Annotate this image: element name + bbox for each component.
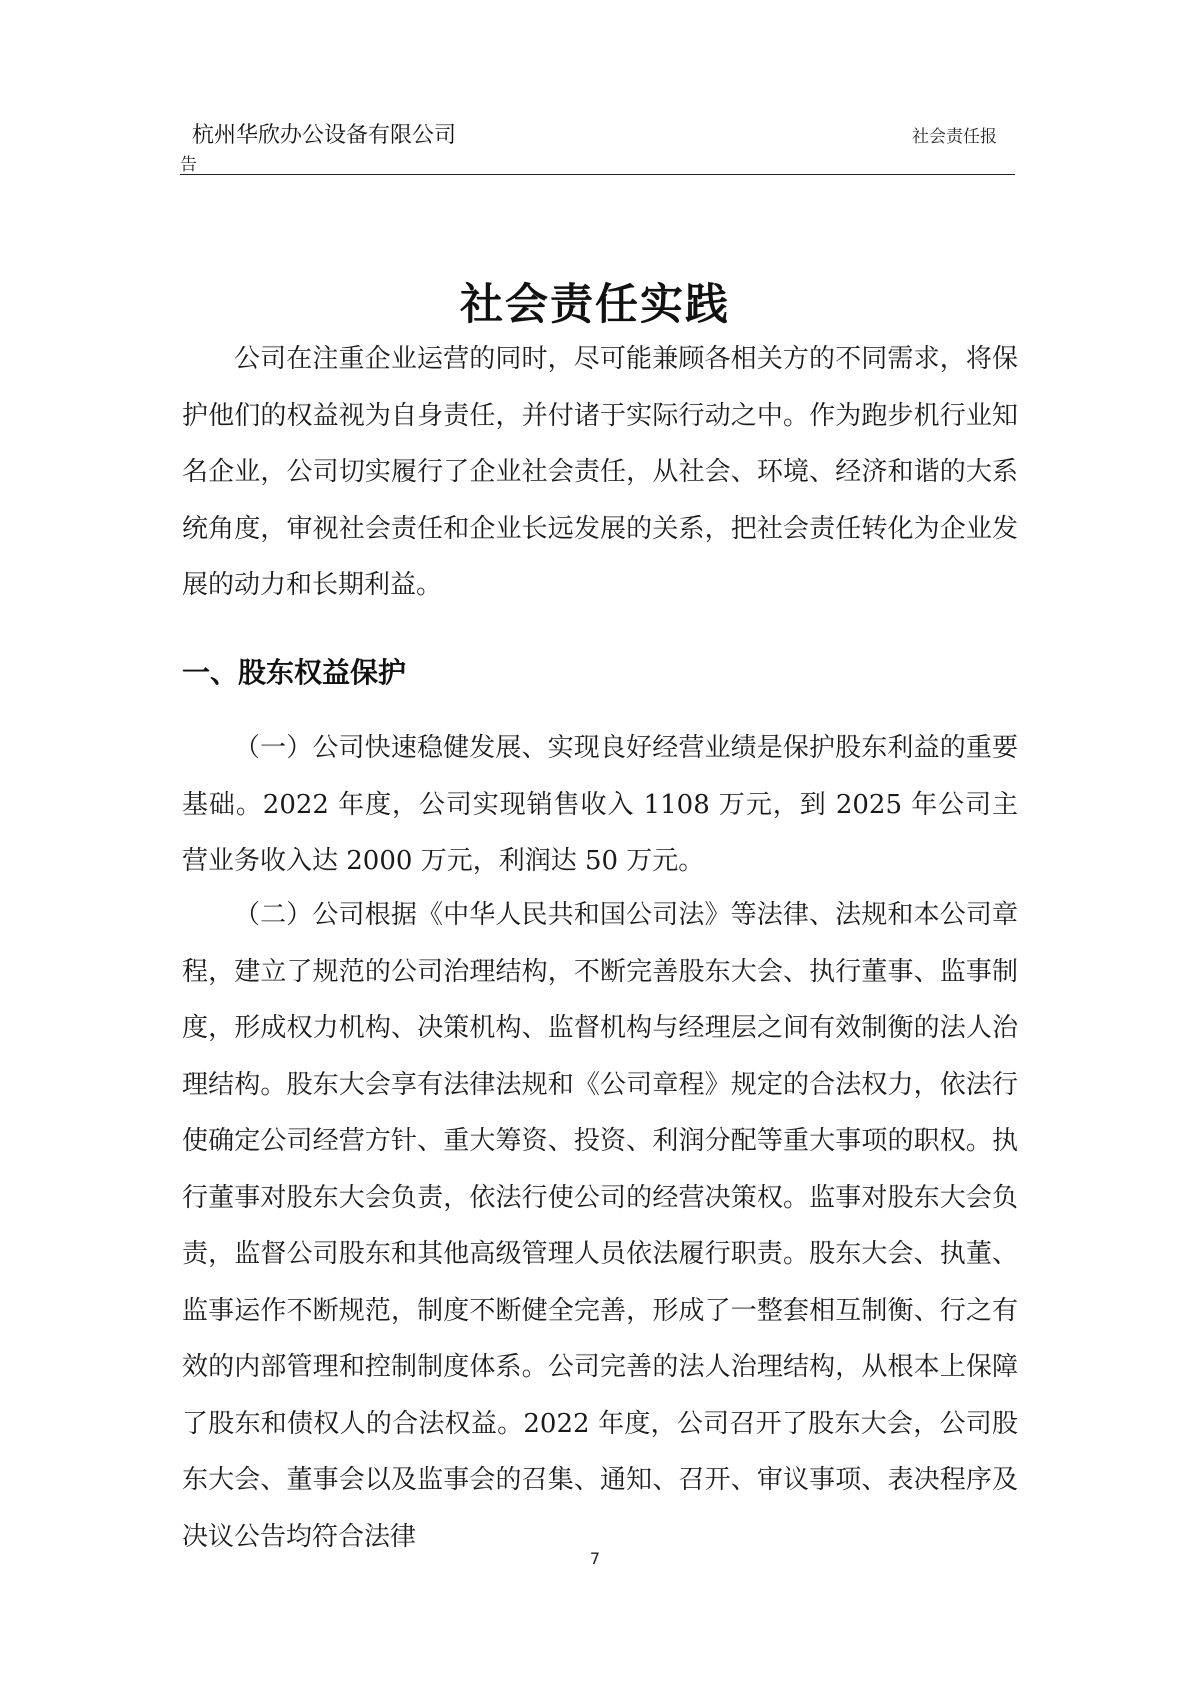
header-report-title: 社会责任报 — [912, 127, 997, 147]
paragraph-corporate-governance: （二）公司根据《中华人民共和国公司法》等法律、法规和本公司章程，建立了规范的公司治理结构，不断完善股东大会、执行董事、监事制度，形成权力机构、决策机构、监督机构与经理层之间有效制衡的法人治理结构。股东大会享有法律法规和《公司章程》规定的合法权力，依法行使确定公司经营方针、重大筹资、投资、利润分配等重大事项的职权。执行董事对股东大会负责，依法行使公司的经营决策权。监事对股东大会负责，监督公司股东和其他高级管理人员依法履行职责。股东大会、执董、监事运作不断规范，制度不断健全完善，形成了一整套相互制衡、行之有效的内部管理和控制制度体系。公司完善的法人治理结构，从根本上保障了股东和债权人的合法权益。2022 年度，公司召开了股东大会，公司股东大会、董事会以及监事会的召集、通知、召开、审议事项、表决程序及决议公告均符合法律 — [182, 900, 1018, 1552]
paragraph-business-growth: （一）公司快速稳健发展、实现良好经营业绩是保护股东利益的重要基础。2022 年度，公司实现销售收入 1108 万元，到 2025 年公司主营业务收入达 2000 万元，利润达 50 万元。 — [182, 733, 1018, 876]
header-report-title-wrap: 告 — [180, 155, 197, 175]
page-header — [180, 110, 1015, 175]
section-heading-shareholder-rights: 一、股东权益保护 — [182, 656, 407, 689]
page-number: 7 — [589, 1549, 601, 1568]
page-title: 社会责任实践 — [460, 279, 730, 330]
intro-paragraph: 公司在注重企业运营的同时，尽可能兼顾各相关方的不同需求，将保护他们的权益视为自身责任，并付诸于实际行动之中。作为跑步机行业知名企业，公司切实履行了企业社会责任，从社会、环境、经济和谐的大系统角度，审视社会责任和企业长远发展的关系，把社会责任转化为企业发展的动力和长期利益。 — [182, 344, 1018, 600]
header-company-name: 杭州华欣办公设备有限公司 — [192, 123, 457, 148]
